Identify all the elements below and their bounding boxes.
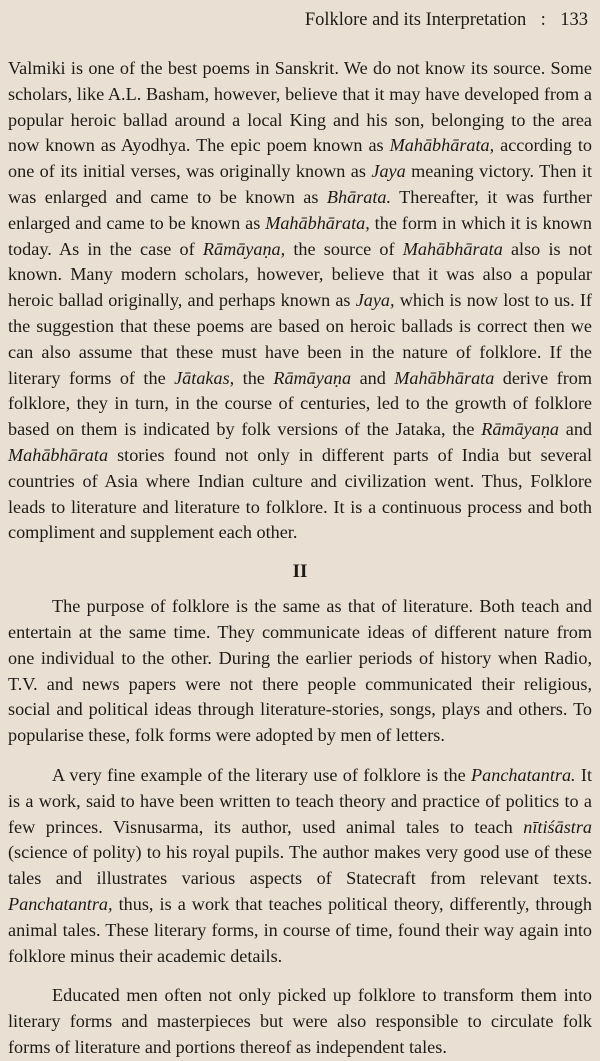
paragraph-2: The purpose of folklore is the same as that of literature. Both teach and entertain at the same time. They communicate ideas of different nature from one individual to the other. During the earlier periods of history when Radio, T.V. and news papers were not there people communicated their religious, social and political ideas through literature-stories, songs, plays and others. To popularise these, folk forms were adopted by men of letters.	[8, 596, 592, 746]
text-run: (science of polity) to his royal pupils. The author makes very good use of these tales and illustrates various aspects of Statecraft from relevant texts.	[8, 842, 592, 889]
paragraph-4: Educated men often not only picked up folklore to transform them into literary forms and masterpieces but were also responsible to circulate folk forms of literature and portions thereof as independent tales.	[8, 985, 592, 1057]
italic-term: Mahābhārata,	[265, 212, 370, 233]
text-run: thus, is a work that teaches political theory, differently, through animal tales. These literary forms, in course of time, found their way again into folklore minus their academic details.	[8, 893, 592, 966]
italic-term: Mahābhārata	[402, 238, 503, 259]
text-run: according to one of its initial verses, was originally known as	[8, 135, 592, 182]
section-number: II	[292, 561, 308, 583]
italic-term: Rāmāyaṇa	[481, 419, 560, 440]
page-number: 133	[560, 10, 588, 30]
text-run: which is now lost to us. If the suggestion that these poems are based on heroic ballads is correct then we can also assume that these must have been in the nature of folklore. If the literary forms of the	[8, 290, 592, 388]
italic-term: Rāmāyaṇa,	[202, 238, 286, 259]
italic-term: nītiśāstra	[523, 816, 592, 837]
italic-term: Panchatantra.	[471, 764, 576, 785]
text-run: the form in which it is known today. As in the case of	[8, 212, 592, 259]
italic-term: Jaya,	[355, 290, 395, 311]
header-separator: :	[540, 10, 546, 30]
text-run: and	[559, 419, 593, 440]
text-run: meaning victory. Then it was enlarged and came to be known as	[8, 161, 593, 207]
paragraph-1	[8, 56, 592, 546]
italic-term: Jātakas,	[174, 367, 235, 388]
paragraph-3	[8, 763, 592, 969]
italic-term: Mahābhārata	[8, 444, 109, 465]
text-run: Valmiki is one of the best poems in Sanskrit. We do not know its source. Some scholars, like A.L. Basham, however, believe that it may have developed from a popular heroic ballad around a local King and his son, belonging to the area now known as Ayodhya. The epic poem known as	[8, 58, 592, 156]
italic-term: Mahābhārata	[394, 367, 495, 388]
text-run: also is not known. Many modern scholars, however, believe that it was also a popular heroic ballad originally, and perhaps known as	[8, 238, 592, 311]
italic-term: Jaya	[371, 161, 406, 182]
italic-term: Bhārata.	[326, 186, 392, 207]
italic-term: Mahābhārata,	[389, 135, 495, 156]
text-run: A very fine example of the literary use of folklore is the	[52, 764, 472, 785]
text-run: stories found not only in different parts of India but several countries of Asia where Indian culture and civilization went. Thus, Folklore leads to literature and literature to folklore. It is a continuous process and both compliment and supplement each other.	[8, 444, 592, 543]
italic-term: Rāmāyaṇa	[273, 367, 352, 388]
body-text	[8, 56, 592, 1061]
text-run: the source of	[285, 238, 403, 259]
text-run: the	[234, 367, 274, 388]
text-run: It is a work, said to have been written to teach theory and practice of politics to a few princes. Visnusarma, its author, used animal tales to teach	[8, 764, 592, 837]
text-run: and	[351, 367, 395, 388]
text-run: derive from folklore, they in turn, in the course of centuries, led to the growth of folklore based on them is indicated by folk versions of the Jataka, the	[8, 367, 592, 440]
italic-term: Panchatantra,	[8, 893, 113, 914]
text-run: Thereafter, it was further enlarged and came to be known as	[8, 186, 592, 233]
running-header	[8, 6, 592, 36]
running-title: Folklore and its Interpretation	[304, 10, 527, 30]
